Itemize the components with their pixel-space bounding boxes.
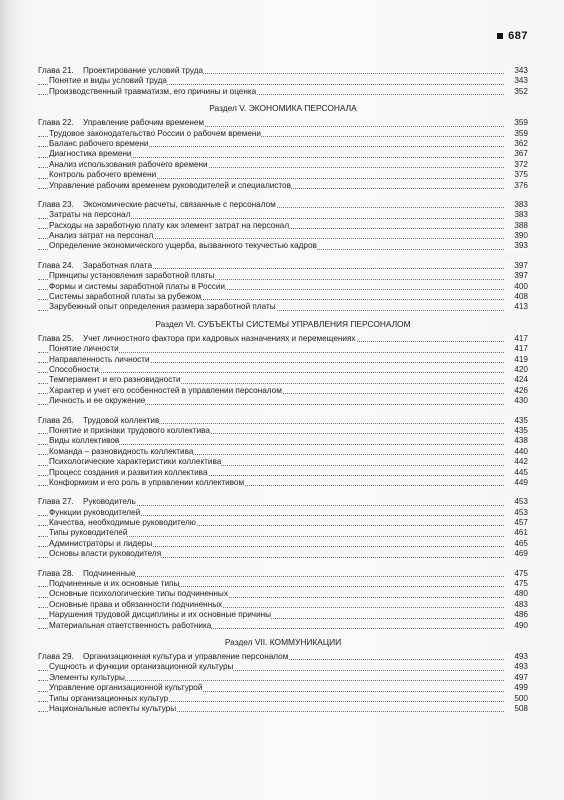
toc-entry-text — [49, 589, 231, 598]
toc-chapter-row[interactable] — [38, 416, 528, 426]
item-title: Определение экономического ущерба, вызванного текучестью кадров — [49, 241, 317, 251]
page-ref: 397 — [504, 271, 528, 281]
toc-item-row[interactable] — [38, 518, 528, 528]
toc-entry-text — [49, 673, 128, 682]
section-title: Раздел VII. КОММУНИКАЦИИ — [221, 637, 345, 647]
item-title: Направленность личности — [49, 354, 150, 364]
item-title: Понятие и виды условий труда — [49, 76, 167, 86]
toc-item-row[interactable] — [38, 365, 528, 375]
toc-chapter-row[interactable] — [38, 334, 528, 344]
item-title: Функции руководителей — [49, 507, 141, 517]
page-ref: 500 — [504, 694, 528, 704]
toc-item-row[interactable] — [38, 386, 528, 396]
toc-chapter-row[interactable] — [38, 66, 528, 76]
page-ref: 438 — [504, 436, 528, 446]
toc-entry-text — [49, 579, 182, 588]
toc-item-row[interactable] — [38, 662, 528, 672]
item-title: Психологические характеристики коллектива — [49, 457, 222, 467]
toc-item-row[interactable] — [38, 282, 528, 292]
toc-entry-text — [49, 221, 292, 230]
page-ref: 417 — [504, 344, 528, 354]
section-heading — [38, 317, 528, 331]
section-heading — [38, 101, 528, 115]
toc-entry-text — [49, 292, 204, 301]
toc-entry-text — [49, 539, 155, 548]
toc-item-row[interactable] — [38, 426, 528, 436]
item-title: Администраторы и лидеры — [49, 538, 153, 548]
toc-entry-text — [49, 621, 214, 630]
toc-item-row[interactable] — [38, 694, 528, 704]
toc-entry-text — [49, 302, 279, 311]
chapter-gap — [38, 488, 528, 497]
toc-item-row[interactable] — [38, 241, 528, 251]
item-title: Диагностика времени — [49, 149, 132, 159]
toc-entry-text — [49, 518, 199, 527]
page-ref: 397 — [504, 261, 528, 271]
toc-item-row[interactable] — [38, 355, 528, 365]
item-title: Подчиненные и их основные типы — [49, 579, 180, 589]
chapter-title: Экономические расчеты, связанные с персоналом — [83, 199, 276, 209]
page-ref: 453 — [504, 508, 528, 518]
toc-chapter-row[interactable] — [38, 652, 528, 662]
item-title: Основные психологические типы подчиненных — [49, 589, 228, 599]
page-ref: 483 — [504, 600, 528, 610]
chapter-title: Руководитель — [83, 497, 136, 507]
chapter-title: Управление рабочим временем — [83, 118, 205, 128]
toc-entry-text — [49, 181, 294, 190]
item-title: Команда – разновидность коллектива — [49, 446, 194, 456]
page-ref: 445 — [504, 468, 528, 478]
page-ref: 393 — [504, 241, 528, 251]
toc-entry-text — [49, 528, 130, 537]
item-title: Личность и ее окружение — [49, 396, 146, 406]
toc-item-row[interactable] — [38, 457, 528, 467]
toc-entry-text — [49, 457, 224, 466]
item-title: Конформизм и его роль в управлении коллективом — [49, 477, 245, 487]
page-ref: 388 — [504, 221, 528, 231]
page-ref: 372 — [504, 160, 528, 170]
page-ref: 435 — [504, 416, 528, 426]
toc-item-row[interactable] — [38, 621, 528, 631]
toc-item-row[interactable] — [38, 704, 528, 714]
toc-entry-text — [49, 76, 170, 85]
square-marker-icon — [497, 33, 503, 39]
toc-item-row[interactable] — [38, 170, 528, 180]
chapter-title: Проектирование условий труда — [83, 66, 204, 75]
item-title: Характер и учет его особенностей в управлении персоналом — [49, 385, 282, 395]
item-title: Нарушения трудовой дисциплины и их основные причины — [49, 610, 272, 620]
toc-item-row[interactable] — [38, 344, 528, 354]
toc-item-row[interactable] — [38, 610, 528, 620]
toc-item-row[interactable] — [38, 139, 528, 149]
toc-entry-text — [49, 241, 320, 250]
item-title: Элементы культуры — [49, 672, 125, 682]
toc-entry-text — [49, 365, 102, 374]
toc-entry-text — [38, 416, 162, 425]
toc-entry-text — [49, 683, 205, 692]
page-ref: 475 — [504, 579, 528, 589]
toc-entry-text — [49, 426, 213, 435]
toc-chapter-row[interactable] — [38, 200, 528, 210]
table-of-contents — [38, 66, 528, 714]
toc-item-row[interactable] — [38, 271, 528, 281]
toc-entry-text — [38, 66, 206, 75]
page-number: 687 — [497, 30, 528, 42]
item-title: Понятие и признаки трудового коллектива — [49, 425, 210, 435]
item-title: Основные права и обязанности подчиненных — [49, 599, 223, 609]
toc-entry-text — [49, 344, 122, 353]
page-ref: 420 — [504, 365, 528, 375]
item-title: Управление рабочим временем руководителей и специалистов — [49, 180, 291, 190]
toc-entry-text — [38, 200, 279, 209]
page-ref: 457 — [504, 518, 528, 528]
item-title: Виды коллективов — [49, 436, 120, 446]
item-title: Типы руководителей — [49, 528, 128, 538]
toc-item-row[interactable] — [38, 579, 528, 589]
page-ref: 430 — [504, 396, 528, 406]
toc-item-row[interactable] — [38, 76, 528, 86]
toc-item-row[interactable] — [38, 160, 528, 170]
toc-entry-text — [49, 447, 196, 456]
chapter-title: Заработная плата — [83, 260, 152, 270]
toc-item-row[interactable] — [38, 396, 528, 406]
toc-item-row[interactable] — [38, 508, 528, 518]
item-title: Темперамент и его разновидности — [49, 375, 181, 385]
chapter-title: Подчиненные — [83, 568, 136, 578]
item-title: Трудовое законодательство России о рабочем времени — [49, 128, 262, 138]
chapter-number: Глава 24. — [38, 261, 83, 271]
page-ref: 352 — [504, 87, 528, 97]
toc-entry-text — [38, 334, 359, 343]
chapter-gap — [38, 252, 528, 261]
toc-entry-text — [49, 170, 159, 179]
page-ref: 435 — [504, 426, 528, 436]
toc-entry-text — [38, 569, 138, 578]
toc-item-row[interactable] — [38, 375, 528, 385]
page-ref: 400 — [504, 282, 528, 292]
toc-item-row[interactable] — [38, 478, 528, 488]
page-ref: 424 — [504, 375, 528, 385]
section-heading — [38, 635, 528, 649]
toc-item-row[interactable] — [38, 302, 528, 312]
item-title: Баланс рабочего времени — [49, 138, 149, 148]
toc-entry-text — [49, 508, 143, 517]
toc-entry-text — [49, 549, 164, 558]
page-ref: 359 — [504, 129, 528, 139]
toc-entry-text — [49, 662, 236, 671]
toc-entry-text — [49, 386, 285, 395]
item-title: Расходы на заработную плату как элемент затрат на персонал — [49, 220, 290, 230]
toc-entry-text — [49, 478, 247, 487]
item-title: Качества, необходимые руководителю — [49, 518, 196, 528]
item-title: Производственный травматизм, его причины и оценка — [49, 86, 257, 96]
item-title: Анализ затрат на персонал — [49, 231, 154, 241]
toc-entry-text — [49, 139, 152, 148]
toc-entry-text — [49, 600, 225, 609]
toc-entry-text — [49, 355, 153, 364]
page-ref: 486 — [504, 610, 528, 620]
chapter-title: Организационная культура и управление персоналом — [83, 651, 289, 661]
section-title: Раздел VI. СУБЪЕКТЫ СИСТЕМЫ УПРАВЛЕНИЯ ПЕРСОНАЛОМ — [151, 319, 414, 329]
dot-leader — [38, 372, 504, 373]
toc-item-row[interactable] — [38, 549, 528, 559]
page-ref: 417 — [504, 334, 528, 344]
item-title: Понятие личности — [49, 344, 119, 354]
toc-item-row[interactable] — [38, 436, 528, 446]
toc-entry-text — [38, 118, 207, 127]
toc-item-row[interactable] — [38, 129, 528, 139]
toc-item-row[interactable] — [38, 468, 528, 478]
toc-entry-text — [49, 231, 156, 240]
toc-entry-text — [49, 149, 134, 158]
page-ref: 408 — [504, 292, 528, 302]
page-ref: 359 — [504, 118, 528, 128]
toc-item-row[interactable] — [38, 673, 528, 683]
page-ref: 343 — [504, 66, 528, 76]
toc-item-row[interactable] — [38, 87, 528, 97]
toc-item-row[interactable] — [38, 210, 528, 220]
page-ref: 453 — [504, 497, 528, 507]
item-title: Материальная ответственность работника — [49, 620, 212, 630]
chapter-number: Глава 22. — [38, 118, 83, 128]
toc-item-row[interactable] — [38, 149, 528, 159]
toc-item-row[interactable] — [38, 600, 528, 610]
item-title: Сущность и функции организационной культуры — [49, 662, 234, 672]
page-ref: 426 — [504, 386, 528, 396]
page-ref: 497 — [504, 673, 528, 683]
toc-entry-text — [49, 694, 171, 703]
toc-entry-text — [49, 396, 148, 405]
toc-entry-text — [49, 210, 133, 219]
toc-item-row[interactable] — [38, 292, 528, 302]
page-ref: 375 — [504, 170, 528, 180]
chapter-title: Трудовой коллектив — [83, 415, 160, 425]
toc-item-row[interactable] — [38, 181, 528, 191]
item-title: Национальные аспекты культуры — [49, 703, 177, 713]
item-title: Способности — [49, 364, 99, 374]
item-title: Управление организационной культурой — [49, 683, 203, 693]
toc-item-row[interactable] — [38, 539, 528, 549]
page-ref: 499 — [504, 683, 528, 693]
toc-item-row[interactable] — [38, 589, 528, 599]
chapter-title: Учет личностного фактора при кадровых назначениях и перемещениях — [83, 333, 356, 343]
toc-item-row[interactable] — [38, 231, 528, 241]
toc-entry-text — [49, 704, 179, 713]
item-title: Анализ использования рабочего времени — [49, 159, 208, 169]
page-ref: 508 — [504, 704, 528, 714]
toc-entry-text — [49, 271, 217, 280]
chapter-number: Глава 28. — [38, 569, 83, 579]
chapter-number: Глава 21. — [38, 66, 83, 76]
toc-chapter-row[interactable] — [38, 497, 528, 507]
chapter-gap — [38, 560, 528, 569]
toc-entry-text — [38, 497, 139, 506]
page-ref: 469 — [504, 549, 528, 559]
toc-item-row[interactable] — [38, 447, 528, 457]
toc-entry-text — [49, 436, 122, 445]
chapter-number: Глава 26. — [38, 416, 83, 426]
page-ref: 493 — [504, 652, 528, 662]
chapter-gap — [38, 407, 528, 416]
page-ref: 440 — [504, 447, 528, 457]
item-title: Контроль рабочего времени — [49, 170, 157, 180]
page-ref: 367 — [504, 149, 528, 159]
item-title: Основы власти руководителя — [49, 549, 162, 559]
chapter-number: Глава 27. — [38, 497, 83, 507]
item-title: Системы заработной платы за рубежом — [49, 292, 202, 302]
toc-item-row[interactable] — [38, 683, 528, 693]
toc-entry-text — [49, 468, 211, 477]
toc-entry-text — [49, 282, 228, 291]
toc-item-row[interactable] — [38, 528, 528, 538]
page-ref: 376 — [504, 181, 528, 191]
page-ref: 442 — [504, 457, 528, 467]
page-ref: 480 — [504, 589, 528, 599]
toc-entry-text — [49, 610, 274, 619]
item-title: Процесс создания и развития коллектива — [49, 467, 208, 477]
page-ref: 461 — [504, 528, 528, 538]
page-ref: 419 — [504, 355, 528, 365]
chapter-number: Глава 25. — [38, 334, 83, 344]
toc-entry-text — [38, 652, 291, 661]
item-title: Зарубежный опыт определения размера заработной платы — [49, 302, 276, 312]
chapter-number: Глава 29. — [38, 652, 83, 662]
page-ref: 343 — [504, 76, 528, 86]
section-title: Раздел V. ЭКОНОМИКА ПЕРСОНАЛА — [205, 103, 361, 113]
toc-entry-text — [49, 160, 211, 169]
toc-entry-text — [49, 87, 259, 96]
page-ref: 413 — [504, 302, 528, 312]
toc-entry-text — [38, 261, 155, 270]
page-ref: 465 — [504, 539, 528, 549]
toc-chapter-row[interactable] — [38, 118, 528, 128]
item-title: Принципы установления заработной платы — [49, 271, 215, 281]
page-ref: 390 — [504, 231, 528, 241]
toc-chapter-row[interactable] — [38, 261, 528, 271]
item-title: Формы и системы заработной платы в России — [49, 281, 225, 291]
chapter-gap — [38, 191, 528, 200]
toc-entry-text — [49, 129, 264, 138]
page-ref: 383 — [504, 200, 528, 210]
page-ref: 383 — [504, 210, 528, 220]
toc-chapter-row[interactable] — [38, 569, 528, 579]
page-ref: 490 — [504, 621, 528, 631]
toc-item-row[interactable] — [38, 221, 528, 231]
page-ref: 493 — [504, 662, 528, 672]
item-title: Типы организационных культур — [49, 693, 169, 703]
chapter-number: Глава 23. — [38, 200, 83, 210]
page-ref: 362 — [504, 139, 528, 149]
page-ref: 475 — [504, 569, 528, 579]
toc-entry-text — [49, 375, 184, 384]
page-ref: 449 — [504, 478, 528, 488]
item-title: Затраты на персонал — [49, 210, 131, 220]
